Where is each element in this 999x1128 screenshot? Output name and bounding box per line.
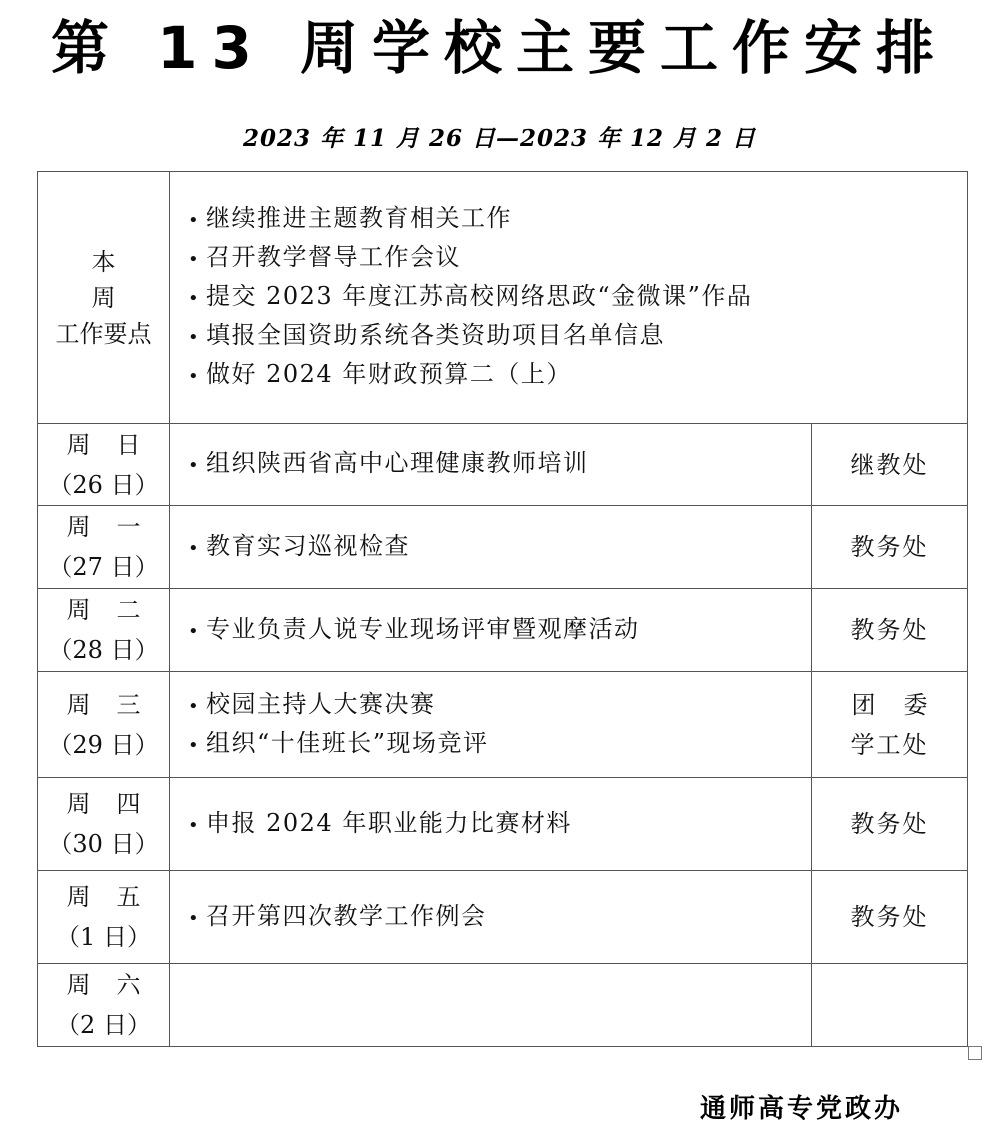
day-items-cell	[170, 589, 812, 672]
date-range: 2023 年 11 月 26 日—2023 年 12 月 2 日	[242, 125, 757, 152]
dept-cell	[812, 506, 968, 589]
day-date: （27 日）	[48, 553, 159, 581]
day-row-tuesday	[38, 589, 968, 672]
day-items-cell	[170, 424, 812, 506]
day-row-thursday	[38, 778, 968, 871]
dept-name: 教务处	[850, 616, 929, 644]
day-date: （28 日）	[48, 636, 159, 664]
table-resize-handle-icon[interactable]	[968, 1046, 982, 1060]
focus-item-text: 继续推进主题教育相关工作	[206, 204, 512, 232]
bullet-icon: •	[188, 907, 201, 929]
focus-item-text: 做好 2024 年财政预算二（上）	[206, 360, 572, 388]
day-row-friday	[38, 871, 968, 964]
day-item	[188, 686, 811, 725]
focus-item	[188, 278, 967, 317]
day-items-cell	[170, 778, 812, 871]
focus-label-line2: 工作要点	[55, 319, 152, 348]
day-name: 周一	[66, 513, 167, 541]
focus-item	[188, 239, 967, 278]
day-item	[188, 725, 811, 764]
focus-label-line1: 本周	[91, 247, 168, 312]
dept-name: 教务处	[850, 903, 929, 931]
focus-label-cell	[38, 172, 170, 424]
dept-cell	[812, 589, 968, 672]
day-item	[188, 898, 811, 937]
dept-cell	[812, 964, 968, 1047]
dept-name: 学工处	[850, 730, 929, 759]
day-name: 周日	[66, 430, 167, 459]
day-date: （2 日）	[56, 1011, 151, 1039]
day-date: （26 日）	[48, 470, 159, 499]
day-items-cell	[170, 672, 812, 778]
day-item	[188, 528, 811, 567]
bullet-icon: •	[188, 814, 201, 836]
focus-item	[188, 356, 967, 395]
day-row-sunday	[38, 424, 968, 506]
day-item-text: 专业负责人说专业现场评审暨观摩活动	[206, 614, 640, 643]
day-name: 周三	[66, 690, 167, 719]
day-name: 周五	[66, 883, 167, 911]
day-label-cell	[38, 424, 170, 506]
day-row-monday	[38, 506, 968, 589]
day-date: （29 日）	[48, 730, 159, 759]
day-items-cell	[170, 964, 812, 1047]
day-item-text: 组织“十佳班长”现场竞评	[206, 728, 489, 757]
day-item	[188, 611, 811, 650]
bullet-icon: •	[188, 210, 201, 231]
day-item	[188, 445, 811, 484]
dept-cell	[812, 672, 968, 778]
dept-name: 继教处	[850, 450, 929, 479]
day-item	[188, 805, 811, 844]
day-name: 周六	[66, 971, 167, 999]
focus-item	[188, 317, 967, 356]
day-date: （30 日）	[48, 830, 159, 858]
bullet-icon: •	[188, 734, 201, 756]
focus-item-text: 填报全国资助系统各类资助项目名单信息	[206, 321, 665, 349]
day-item-text: 召开第四次教学工作例会	[206, 901, 487, 930]
bullet-icon: •	[188, 288, 201, 309]
dept-name: 教务处	[850, 533, 929, 561]
day-date: （1 日）	[56, 923, 151, 951]
dept-name: 教务处	[850, 810, 929, 838]
focus-row	[38, 172, 968, 424]
page-title: 第 13 周学校主要工作安排	[50, 14, 949, 82]
day-item-text: 教育实习巡视检查	[206, 531, 410, 560]
bullet-icon: •	[188, 537, 201, 559]
schedule-table	[37, 171, 968, 1047]
dept-cell	[812, 424, 968, 506]
bullet-icon: •	[188, 327, 201, 348]
day-label-cell	[38, 964, 170, 1047]
focus-item-text: 召开教学督导工作会议	[206, 243, 461, 271]
focus-list	[170, 200, 967, 395]
issuer-signature: 通师高专党政办	[700, 1094, 904, 1124]
focus-item	[188, 200, 967, 239]
day-name: 周二	[66, 596, 167, 624]
bullet-icon: •	[188, 249, 201, 270]
day-label-cell	[38, 506, 170, 589]
day-label-cell	[38, 778, 170, 871]
day-item-text: 校园主持人大赛决赛	[206, 689, 436, 718]
day-name: 周四	[66, 790, 167, 818]
day-items-cell	[170, 871, 812, 964]
focus-item-text: 提交 2023 年度江苏高校网络思政“金微课”作品	[206, 282, 753, 310]
day-label-cell	[38, 589, 170, 672]
day-item-text: 组织陕西省高中心理健康教师培训	[206, 449, 589, 477]
day-row-saturday	[38, 964, 968, 1047]
day-label-cell	[38, 871, 170, 964]
bullet-icon: •	[188, 455, 201, 476]
day-row-wednesday	[38, 672, 968, 778]
bullet-icon: •	[188, 366, 201, 387]
focus-items-cell	[170, 172, 968, 424]
day-label-cell	[38, 672, 170, 778]
bullet-icon: •	[188, 620, 201, 642]
dept-cell	[812, 778, 968, 871]
bullet-icon: •	[188, 695, 201, 717]
dept-name: 团委	[851, 690, 956, 719]
day-item-text: 申报 2024 年职业能力比赛材料	[206, 808, 572, 837]
dept-cell	[812, 871, 968, 964]
day-items-cell	[170, 506, 812, 589]
